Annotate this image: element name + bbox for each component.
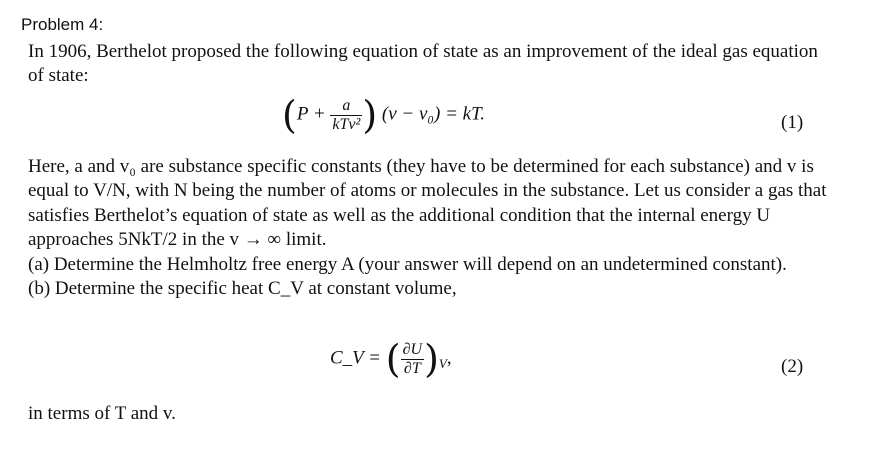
- eq1-lhs: P +: [296, 103, 326, 125]
- eq1-numerator: a: [330, 97, 362, 116]
- eq2-numerator: ∂U: [402, 340, 423, 358]
- equation-2: [330, 337, 452, 381]
- eq2-lhs: C_V =: [330, 347, 382, 369]
- eq2-trail: ,: [446, 347, 452, 369]
- closing-paragraph: in terms of T and v.: [28, 403, 176, 424]
- paren-open-2: (: [385, 337, 401, 381]
- paren-open: (: [282, 93, 297, 137]
- eq2-fraction: [401, 341, 424, 378]
- paren-close-2: ): [424, 337, 439, 381]
- paren-close: ): [362, 93, 378, 137]
- eq1-denominator: kTv²: [332, 115, 361, 133]
- eq2-denominator: ∂T: [403, 359, 421, 377]
- equation-1-number: (1): [781, 112, 804, 133]
- eq1-fraction: [330, 97, 362, 134]
- intro-paragraph: In 1906, Berthelot proposed the following equation of state as an improvement of the ideal gas equation of state:: [28, 41, 818, 87]
- body-paragraph: [28, 155, 828, 301]
- problem-title: Problem 4:: [21, 15, 104, 34]
- part-b: (b) Determine the specific heat C_V at constant volume,: [28, 278, 457, 300]
- eq2-subscript: V: [438, 356, 447, 372]
- equation-2-number: (2): [781, 356, 804, 377]
- body-text: Here, a and v₀ are substance specific constants (they have to be determined for each substance) and v is equal to V/N, with N being the number of atoms or molecules in the substance. Let us consider a gas that satisfies Berthelot’s equation of state as well as the additional condition that the internal energy U approaches 5NkT/2 in the v → ∞ limit.: [28, 156, 827, 251]
- eq1-rhs: (v − v₀) = kT.: [381, 103, 486, 125]
- equation-1: [282, 93, 486, 137]
- part-a: (a) Determine the Helmholtz free energy A (your answer will depend on an undetermined constant).: [28, 253, 787, 275]
